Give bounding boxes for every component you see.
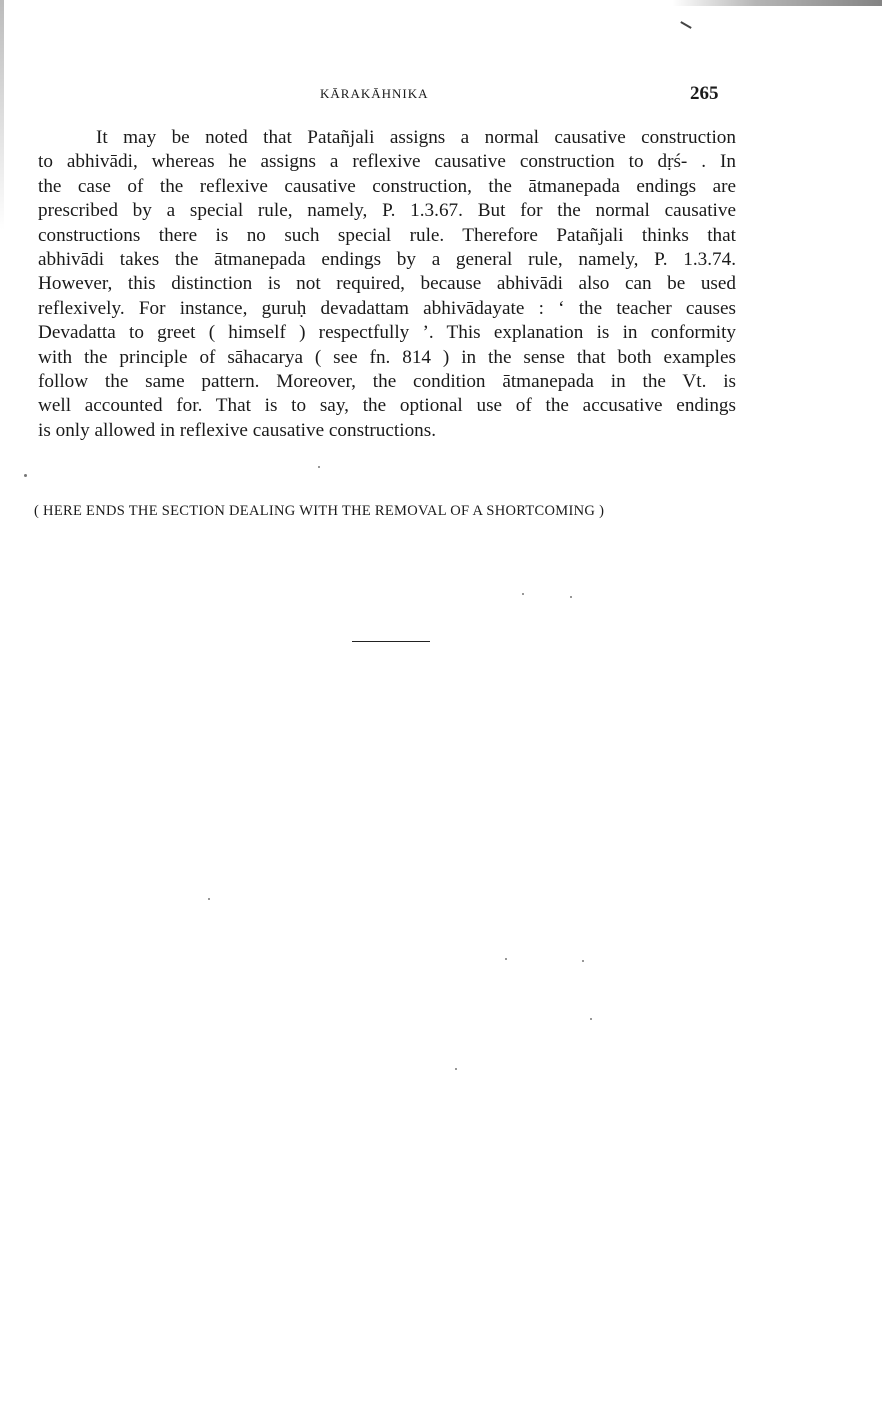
scan-speck [208, 898, 210, 900]
running-head: KĀRAKĀHNIKA [320, 86, 429, 101]
text-line: to abhivādi, whereas he assigns a reflexive causative construction to dṛś- . In [38, 151, 736, 173]
section-end-note: ( HERE ENDS THE SECTION DEALING WITH THE REMOVAL OF A SHORTCOMING ) [34, 503, 605, 519]
scan-speck [24, 474, 27, 477]
scan-speck [590, 1018, 592, 1020]
text-line: with the principle of sāhacarya ( see fn. 814 ) in the sense that both examples [38, 346, 736, 368]
text-line: constructions there is no such special rule. Therefore Patañjali thinks that [38, 224, 736, 246]
scan-speck [455, 1068, 457, 1070]
scan-edge-shadow-left [0, 0, 4, 230]
scan-speck [522, 593, 524, 595]
text-line: reflexively. For instance, guruḥ devadattam abhivādayate : ‘ the teacher causes [38, 297, 736, 319]
text-line: abhivādi takes the ātmanepada endings by a general rule, namely, P. 1.3.74. [38, 248, 736, 270]
scan-speck [505, 958, 507, 960]
scan-speck [318, 466, 320, 468]
text-line: prescribed by a special rule, namely, P. 1.3.67. But for the normal causative [38, 200, 736, 222]
text-line: well accounted for. That is to say, the optional use of the accusative endings [38, 395, 736, 417]
text-line: follow the same pattern. Moreover, the condition ātmanepada in the Vt. is [38, 370, 736, 392]
scan-edge-shadow [672, 0, 882, 6]
section-divider-rule [352, 641, 430, 642]
scan-speck [582, 960, 584, 962]
text-line: It may be noted that Patañjali assigns a normal causative construction [96, 127, 736, 148]
text-line: is only allowed in reflexive causative constructions. [38, 419, 437, 441]
scan-mark [680, 21, 691, 29]
scan-speck [570, 596, 572, 598]
text-line: the case of the reflexive causative construction, the ātmanepada endings are [38, 175, 736, 197]
body-paragraph [38, 126, 736, 443]
page-number: 265 [690, 83, 719, 104]
text-line: Devadatta to greet ( himself ) respectfully ’. This explanation is in conformity [38, 322, 736, 344]
text-line: However, this distinction is not required, because abhivādi also can be used [38, 273, 736, 295]
